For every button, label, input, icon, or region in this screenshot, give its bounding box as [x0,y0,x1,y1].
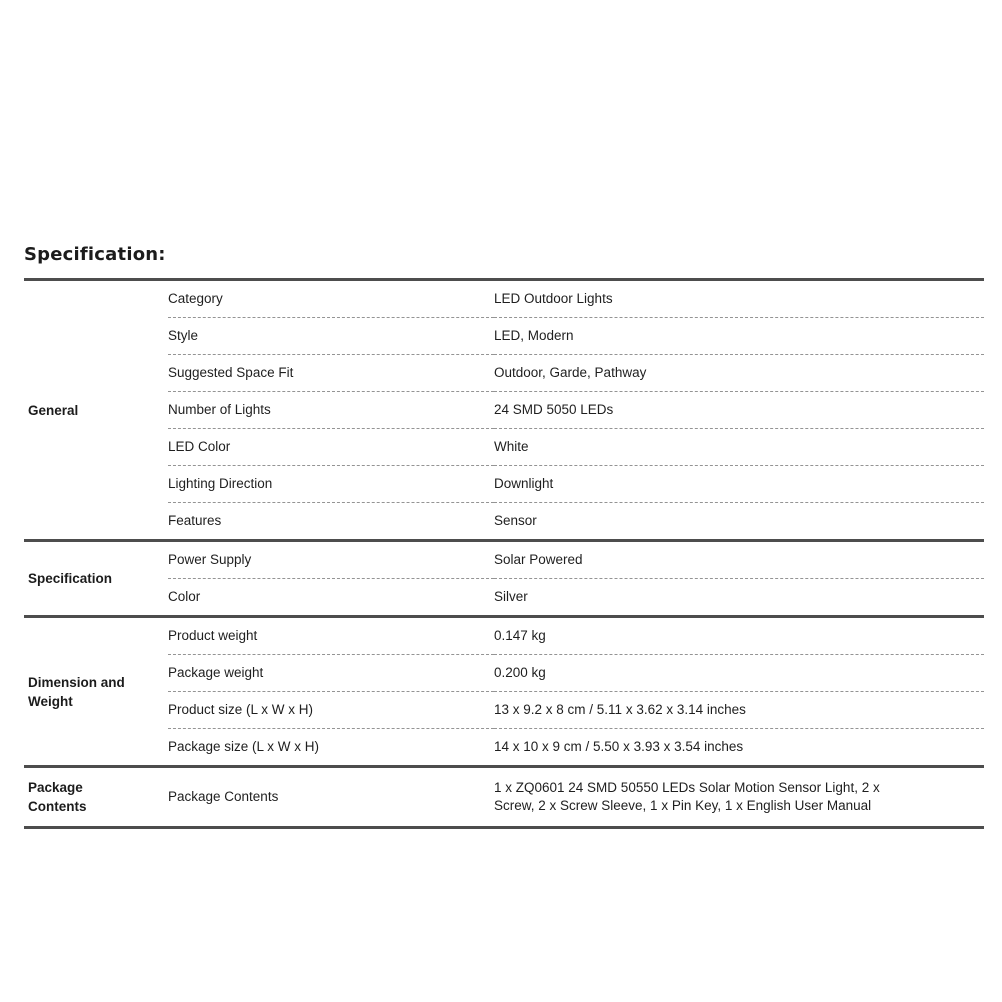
section-title-package-contents: Package Contents [28,780,87,814]
table-row [24,729,984,767]
page-title: Specification: [24,244,166,265]
row-value: 14 x 10 x 9 cm / 5.50 x 3.93 x 3.54 inches [494,739,744,754]
table-row [24,655,984,692]
table-row [24,617,984,655]
row-label: LED Color [168,429,494,466]
row-label: Package weight [168,655,494,692]
row-label: Package Contents [168,789,279,804]
section-specification [24,541,984,617]
table-row [24,355,984,392]
row-value: LED, Modern [494,318,984,355]
section-title-specification: Specification [28,571,113,586]
row-value [494,767,984,828]
row-value: 24 SMD 5050 LEDs [494,392,984,429]
row-label: Category [168,280,494,318]
row-label: Product weight [168,617,494,655]
row-label: Product size (L x W x H) [168,692,494,729]
section-title-general: General [28,402,79,418]
row-value: LED Outdoor Lights [494,280,984,318]
table-row [24,692,984,729]
table-row [24,503,984,541]
spec-table [24,278,984,829]
row-value: 0.147 kg [494,617,984,655]
row-label: Suggested Space Fit [168,355,494,392]
row-value: Solar Powered [494,541,984,579]
row-label: Number of Lights [168,392,494,429]
section-dimension-weight [24,617,984,767]
table-row [24,392,984,429]
row-value: 0.200 kg [494,655,984,692]
row-value: 13 x 9.2 x 8 cm / 5.11 x 3.62 x 3.14 inches [494,692,984,729]
table-row [24,541,984,579]
section-package-contents [24,767,984,828]
section-title-dimension-weight: Dimension and Weight [28,674,125,709]
row-label: Power Supply [168,541,494,579]
row-label: Features [168,513,222,528]
row-value: Sensor [494,513,537,528]
table-row [24,318,984,355]
package-contents-text: 1 x ZQ0601 24 SMD 50550 LEDs Solar Motion Sensor Light, 2 x Screw, 2 x Screw Sleeve, 1 x Pin Key, 1 x English User Manual [494,780,880,813]
row-label: Package size (L x W x H) [168,739,320,754]
row-label: Lighting Direction [168,466,494,503]
table-row [24,466,984,503]
table-row [24,280,984,318]
row-value: Downlight [494,466,984,503]
row-value: White [494,429,984,466]
row-value: Outdoor, Garde, Pathway [494,355,984,392]
table-row [24,767,984,828]
row-label: Color [168,589,201,604]
table-row [24,579,984,617]
row-value: Silver [494,589,528,604]
row-label: Style [168,318,494,355]
section-general [24,280,984,541]
table-row [24,429,984,466]
